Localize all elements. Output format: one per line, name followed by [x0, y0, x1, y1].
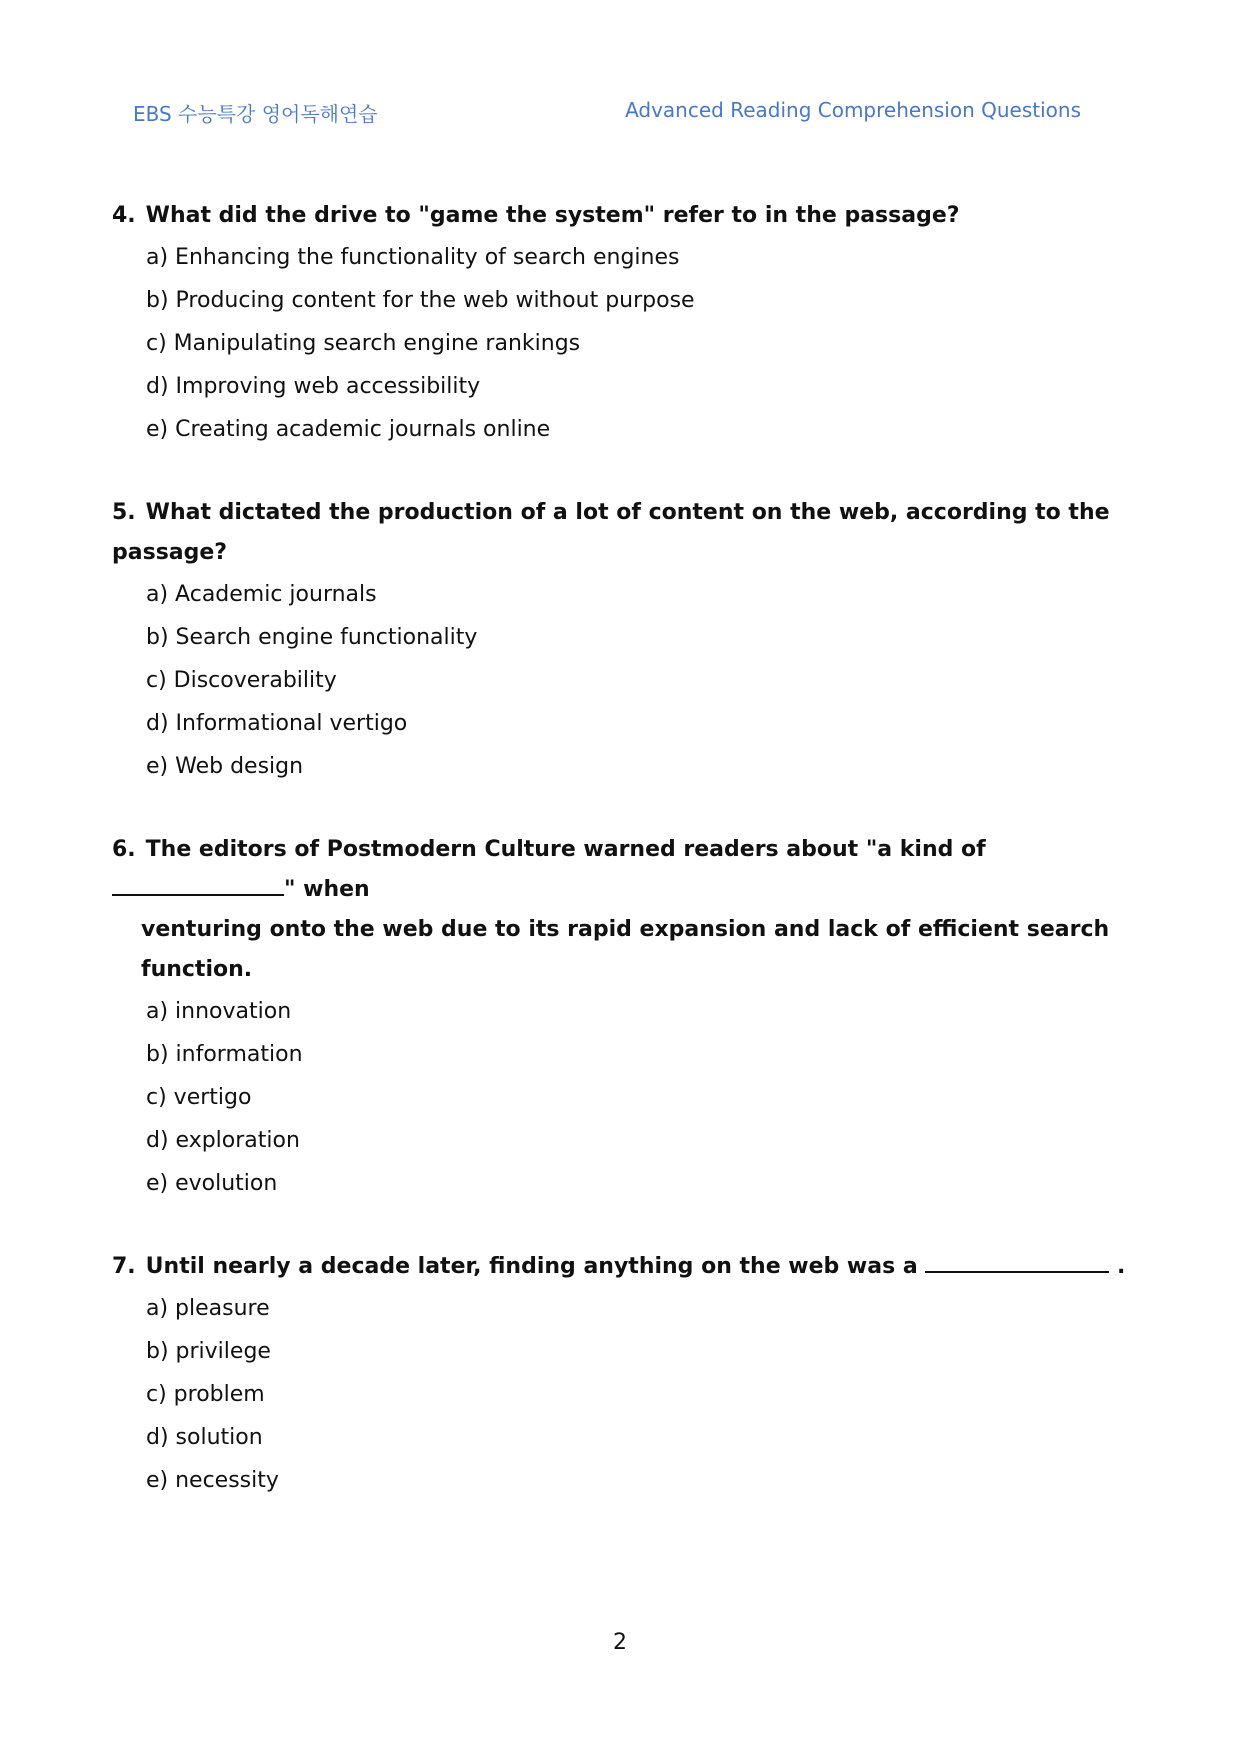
question-stem: [112, 1247, 1142, 1287]
option-list: [112, 573, 1142, 788]
page-number: 2: [613, 1630, 627, 1655]
question-number: 5.: [112, 500, 136, 525]
option-d: d) exploration: [146, 1128, 300, 1153]
question-4: [112, 196, 1142, 451]
question-list: [112, 196, 1142, 1544]
question-7: [112, 1247, 1142, 1502]
question-text-continued: venturing onto the web due to its rapid expansion and lack of efficient search function.: [141, 917, 1110, 982]
option-d: d) Improving web accessibility: [146, 374, 481, 399]
question-text-before-blank: Until nearly a decade later, finding anything on the web was a: [145, 1254, 926, 1279]
option-a: a) Enhancing the functionality of search engines: [146, 245, 680, 270]
page-header: [133, 98, 1107, 128]
option-e: e) Web design: [146, 754, 304, 779]
question-6: [112, 830, 1142, 1205]
question-text-after-blank: " when: [284, 877, 370, 902]
option-list: [112, 990, 1142, 1205]
option-a: a) Academic journals: [146, 582, 377, 607]
question-text: What dictated the production of a lot of content on the web, according to the passage?: [112, 500, 1110, 565]
question-stem: [112, 493, 1142, 573]
answer-blank: [112, 872, 284, 896]
option-b: b) Search engine functionality: [146, 625, 478, 650]
option-c: c) Manipulating search engine rankings: [146, 331, 581, 356]
option-b: b) information: [146, 1042, 303, 1067]
question-number: 7.: [112, 1254, 136, 1279]
question-text: What did the drive to "game the system" refer to in the passage?: [145, 203, 960, 228]
option-d: d) solution: [146, 1425, 263, 1450]
header-right-title: Advanced Reading Comprehension Questions: [625, 98, 1081, 122]
question-text-before-blank: The editors of Postmodern Culture warned readers about "a kind of: [145, 837, 986, 862]
option-a: a) innovation: [146, 999, 292, 1024]
answer-blank: [925, 1249, 1109, 1273]
question-stem: [112, 830, 1142, 910]
option-e: e) evolution: [146, 1171, 278, 1196]
option-c: c) Discoverability: [146, 668, 337, 693]
question-number: 6.: [112, 837, 136, 862]
option-e: e) necessity: [146, 1468, 279, 1493]
option-a: a) pleasure: [146, 1296, 270, 1321]
option-e: e) Creating academic journals online: [146, 417, 551, 442]
option-c: c) problem: [146, 1382, 265, 1407]
option-d: d) Informational vertigo: [146, 711, 408, 736]
header-left-title: EBS 수능특강 영어독해연습: [133, 102, 378, 126]
option-b: b) privilege: [146, 1339, 271, 1364]
option-list: [112, 1287, 1142, 1502]
question-5: [112, 493, 1142, 788]
option-b: b) Producing content for the web without purpose: [146, 288, 695, 313]
question-number: 4.: [112, 203, 136, 228]
option-c: c) vertigo: [146, 1085, 252, 1110]
question-text-after-blank: .: [1109, 1254, 1126, 1279]
option-list: [112, 236, 1142, 451]
question-stem: [112, 196, 1142, 236]
